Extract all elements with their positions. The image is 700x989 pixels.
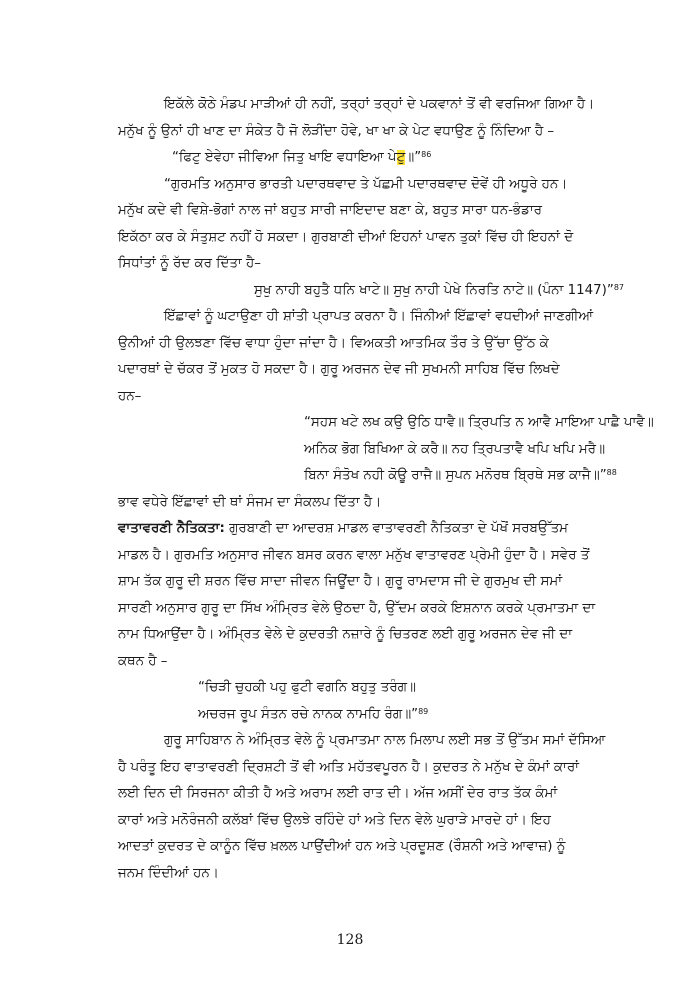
paragraph-line: ਕਾਰਾਂ ਅਤੇ ਮਨੋਰੰਜਨੀ ਕਲੱਬਾਂ ਵਿੱਚ ਉਲਝੇ ਰਹਿੰਦੇ ਹਾਂ ਅਤੇ ਦਿਨ ਵੇਲੇ ਘੁਰਾੜੇ ਮਾਰਦੇ ਹਾਂ। ਇਹ: [118, 812, 551, 828]
footnote-ref: 88: [606, 468, 617, 477]
paragraph-line: ਹੈ ਪਰੰਤੂ ਇਹ ਵਾਤਾਵਰਣੀ ਦ੍ਰਿਸ਼ਟੀ ਤੋਂ ਵੀ ਅਤਿ ਮਹੱਤਵਪੂਰਨ ਹੈ। ਕੁਦਰਤ ਨੇ ਮਨੁੱਖ ਦੇ ਕੰਮਾਂ ਕਾਰਾਂ: [118, 759, 579, 775]
paragraph-line: ਗੁਰੂ ਸਾਹਿਬਾਨ ਨੇ ਅੰਮ੍ਰਿਤ ਵੇਲੇ ਨੂੰ ਪ੍ਰਮਾਤਮਾ ਨਾਲ ਮਿਲਾਪ ਲਈ ਸਭ ਤੋਂ ਉੱਤਮ ਸਮਾਂ ਦੱਸਿਆ: [164, 733, 606, 748]
scripture-quote: “ਸਹਸ ਖਟੇ ਲਖ ਕਉ ਉਠਿ ਧਾਵੈ॥ ਤ੍ਰਿਪਤਿ ਨ ਆਵੈ ਮਾਇਆ ਪਾਛੈ ਪਾਵੈ॥: [304, 415, 654, 430]
paragraph-line: ਸ਼ਾਮ ਤੱਕ ਗੁਰੂ ਦੀ ਸ਼ਰਨ ਵਿੱਚ ਸਾਦਾ ਜੀਵਨ ਜਿਊਂਦਾ ਹੈ। ਗੁਰੂ ਰਾਮਦਾਸ ਜੀ ਦੇ ਗੁਰਮੁਖ ਦੀ ਸਮਾਂ: [118, 574, 562, 589]
paragraph-line: ਭਾਵ ਵਧੇਰੇ ਇੱਛਾਵਾਂ ਦੀ ਥਾਂ ਸੰਜਮ ਦਾ ਸੰਕਲਪ ਦਿੱਤਾ ਹੈ।: [118, 494, 382, 510]
paragraph-line: ਇੱਛਾਵਾਂ ਨੂੰ ਘਟਾਉਣਾ ਹੀ ਸ਼ਾਂਤੀ ਪ੍ਰਾਪਤ ਕਰਨਾ ਹੈ। ਜਿੰਨੀਆਂ ਇੱਛਾਵਾਂ ਵਧਦੀਆਂ ਜਾਣਗੀਆਂ: [164, 309, 594, 324]
scripture-quote: ਸੁਖੁ ਨਾਹੀ ਬਹੁਤੈ ਧਨਿ ਖਾਟੇ॥ ਸੁਖੁ ਨਾਹੀ ਪੇਖੇ ਨਿਰਤਿ ਨਾਟੇ॥ (ਪੰਨਾ 1147)”$^{87}$: [254, 282, 625, 298]
paragraph-line: ਇਕੱਲੇ ਕੋਠੇ ਮੰਡਪ ਮਾੜੀਆਂ ਹੀ ਨਹੀਂ, ਤਰ੍ਹਾਂ ਤਰ੍ਹਾਂ ਦੇ ਪਕਵਾਨਾਂ ਤੋਂ ਵੀ ਵਰਜਿਆ ਗਿਆ ਹੈ।: [164, 97, 595, 112]
paragraph-line: ਜਨਮ ਦਿੰਦੀਆਂ ਹਨ।: [118, 865, 219, 881]
paragraph-line: ਇਕੱਠਾ ਕਰ ਕੇ ਸੰਤੁਸ਼ਟ ਨਹੀਂ ਹੋ ਸਕਦਾ। ਗੁਰਬਾਣੀ ਦੀਆਂ ਇਹਨਾਂ ਪਾਵਨ ਤੁਕਾਂ ਵਿੱਚ ਹੀ ਇਹਨਾਂ ਦੋ: [118, 229, 574, 245]
paragraph-line: ਲਈ ਦਿਨ ਦੀ ਸਿਰਜਨਾ ਕੀਤੀ ਹੈ ਅਤੇ ਅਰਾਮ ਲਈ ਰਾਤ ਦੀ। ਅੱਜ ਅਸੀਂ ਦੇਰ ਰਾਤ ਤੱਕ ਕੰਮਾਂ: [118, 786, 558, 801]
section-heading: ਵਾਤਾਵਰਣੀ ਨੈਤਿਕਤਾ:: [118, 521, 225, 536]
paragraph-line: ਸਾਰਣੀ ਅਨੁਸਾਰ ਗੁਰੂ ਦਾ ਸਿੱਖ ਅੰਮ੍ਰਿਤ ਵੇਲੇ ਉਠਦਾ ਹੈ, ਉੱਦਮ ਕਰਕੇ ਇਸ਼ਨਾਨ ਕਰਕੇ ਪ੍ਰਮਾਤਮਾ ਦਾ: [118, 600, 596, 616]
highlighted-text: ਟੁ: [396, 150, 406, 165]
paragraph-line: ਆਦਤਾਂ ਕੁਦਰਤ ਦੇ ਕਾਨੂੰਨ ਵਿੱਚ ਖ਼ਲਲ ਪਾਉਂਦੀਆਂ ਹਨ ਅਤੇ ਪ੍ਰਦੂਸ਼ਣ (ਰੌਸ਼ਨੀ ਅਤੇ ਆਵਾਜ਼) ਨੂੰ: [118, 839, 566, 854]
paragraph-line: ਹਨ–: [118, 388, 142, 404]
scripture-quote: ਅਚਰਜ ਰੂਪ ਸੰਤਨ ਰਚੇ ਨਾਨਕ ਨਾਮਹਿ ਰੰਗ॥”$^{89}$: [198, 706, 429, 722]
section-paragraph: ਵਾਤਾਵਰਣੀ ਨੈਤਿਕਤਾ: ਗੁਰਬਾਣੀ ਦਾ ਆਦਰਸ਼ ਮਾਡਲ ਵਾਤਾਵਰਣੀ ਨੈਤਿਕਤਾ ਦੇ ਪੱਖੋਂ ਸਰਬਉੱਤਮ: [118, 521, 568, 536]
paragraph-line: ਸਿਧਾਂਤਾਂ ਨੂੰ ਰੱਦ ਕਰ ਦਿੱਤਾ ਹੈ–: [118, 256, 261, 271]
paragraph-line: ਨਾਮ ਧਿਆਉਂਦਾ ਹੈ। ਅੰਮ੍ਰਿਤ ਵੇਲੇ ਦੇ ਕੁਦਰਤੀ ਨਜ਼ਾਰੇ ਨੂੰ ਚਿਤਰਣ ਲਈ ਗੁਰੂ ਅਰਜਨ ਦੇਵ ਜੀ ਦਾ: [118, 627, 573, 642]
paragraph-line: ਮਾਡਲ ਹੈ। ਗੁਰਮਤਿ ਅਨੁਸਾਰ ਜੀਵਨ ਬਸਰ ਕਰਨ ਵਾਲਾ ਮਨੁੱਖ ਵਾਤਾਵਰਣ ਪ੍ਰੇਮੀ ਹੁੰਦਾ ਹੈ। ਸਵੇਰ ਤੋਂ: [118, 547, 590, 563]
paragraph-line: ਕਥਨ ਹੈ –: [118, 653, 168, 669]
scripture-quote: ਅਨਿਕ ਭੋਗ ਬਿਖਿਆ ਕੇ ਕਰੈ॥ ਨਹ ਤ੍ਰਿਪਤਾਵੈ ਖਪਿ ਖਪਿ ਮਰੈ॥: [304, 441, 606, 457]
footnote-ref: 86: [421, 150, 432, 159]
paragraph-line: ਉਨੀਆਂ ਹੀ ਉਲਝਣਾ ਵਿੱਚ ਵਾਧਾ ਹੁੰਦਾ ਜਾਂਦਾ ਹੈ। ਵਿਅਕਤੀ ਆਤਮਿਕ ਤੌਰ ਤੇ ਉੱਚਾ ਉੱਠ ਕੇ: [118, 335, 549, 351]
scripture-quote: ਬਿਨਾ ਸੰਤੋਖ ਨਹੀ ਕੋਊ ਰਾਜੈ॥ ਸੁਪਨ ਮਨੋਰਥ ਬ੍ਰਿਥੇ ਸਭ ਕਾਜੈ॥”$^{88}$: [304, 468, 617, 483]
paragraph-line: “ਗੁਰਮਤਿ ਅਨੁਸਾਰ ਭਾਰਤੀ ਪਦਾਰਥਵਾਦ ਤੇ ਪੱਛਮੀ ਪਦਾਰਥਵਾਦ ਦੋਵੇਂ ਹੀ ਅਧੂਰੇ ਹਨ।: [164, 176, 568, 192]
paragraph-line: ਮਨੁੱਖ ਨੂੰ ਉਨਾਂ ਹੀ ਖਾਣ ਦਾ ਸੰਕੇਤ ਹੈ ਜੋ ਲੋੜੀਂਦਾ ਹੋਵੇ, ਖਾ ਖਾ ਕੇ ਪੇਟ ਵਧਾਉਣ ਨੂੰ ਨਿੰਦਿਆ ਹੈ –: [118, 123, 555, 139]
footnote-ref: 87: [613, 282, 625, 292]
scripture-quote: “ਫਿਟੁ ਏਵੇਹਾ ਜੀਵਿਆ ਜਿਤੁ ਖਾਇ ਵਧਾਇਆ ਪੇਟੁ॥”$^{86}$: [172, 150, 432, 165]
scripture-quote: “ਚਿੜੀ ਚੁਹਕੀ ਪਹੁ ਫੁਟੀ ਵਗਨਿ ਬਹੁਤੁ ਤਰੰਗ॥: [198, 680, 416, 695]
footnote-ref: 89: [418, 706, 429, 716]
page-number: 128: [336, 932, 364, 948]
paragraph-line: ਮਨੁੱਖ ਕਦੇ ਵੀ ਵਿਸ਼ੇ-ਭੋਗਾਂ ਨਾਲ ਜਾਂ ਬਹੁਤ ਸਾਰੀ ਜਾਇਦਾਦ ਬਣਾ ਕੇ, ਬਹੁਤ ਸਾਰਾ ਧਨ-ਭੰਡਾਰ: [118, 203, 542, 218]
paragraph-line: ਪਦਾਰਥਾਂ ਦੇ ਚੱਕਰ ਤੋਂ ਮੁਕਤ ਹੋ ਸਕਦਾ ਹੈ। ਗੁਰੂ ਅਰਜਨ ਦੇਵ ਜੀ ਸੁਖਮਨੀ ਸਾਹਿਬ ਵਿੱਚ ਲਿਖਦੇ: [118, 362, 560, 377]
